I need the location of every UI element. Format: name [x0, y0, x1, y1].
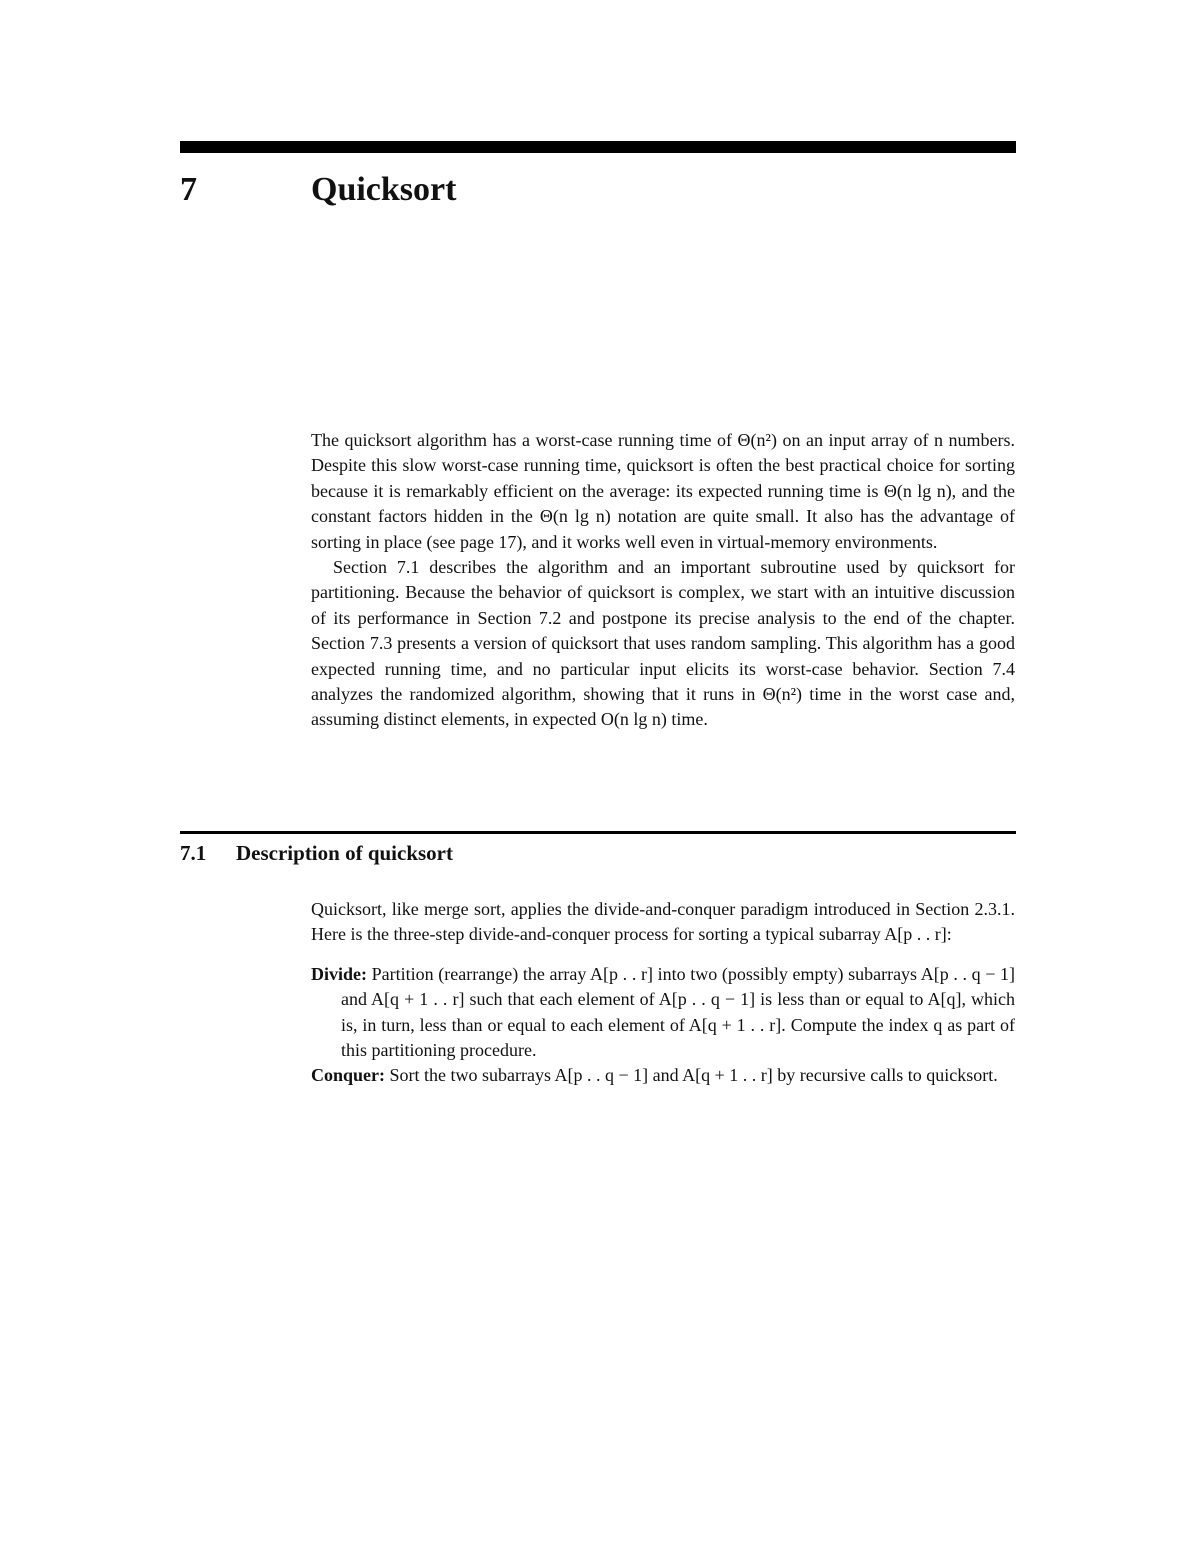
step-conquer	[311, 1063, 1015, 1088]
section-title: Description of quicksort	[236, 841, 453, 865]
step-list	[311, 962, 1015, 1089]
chapter-number: 7	[180, 171, 197, 208]
section-rule	[180, 831, 1016, 834]
step-text: Sort the two subarrays A[p . . q − 1] and A[q + 1 . . r] by recursive calls to quicksort.	[389, 1065, 998, 1086]
section-body	[311, 897, 1015, 1089]
section-number: 7.1	[180, 841, 207, 865]
chapter-title: Quicksort	[311, 171, 457, 208]
step-label: Divide:	[311, 963, 367, 984]
chapter-top-rule	[180, 141, 1016, 153]
chapter-introduction	[311, 428, 1015, 733]
section-paragraph: Quicksort, like merge sort, applies the divide-and-conquer paradigm introduced in Section 2.3.1. Here is the three-step divide-and-conquer process for sorting a typical subarray A[p . . r]:	[311, 899, 1015, 945]
step-text: Partition (rearrange) the array A[p . . r] into two (possibly empty) subarrays A[p . . q − 1] and A[q + 1 . . r] such that each element of A[p . . q − 1] is less than or equal to A[q], which is, in turn, less than or equal to each element of A[q + 1 . . r]. Compute the index q as part of this partitioning procedure.	[341, 963, 1015, 1061]
step-divide	[311, 962, 1015, 1064]
intro-paragraph-1: The quicksort algorithm has a worst-case running time of Θ(n²) on an input array of n numbers. Despite this slow worst-case running time, quicksort is often the best practical choice for sorting because it is remarkably efficient on the average: its expected running time is Θ(n lg n), and the constant factors hidden in the Θ(n lg n) notation are quite small. It also has the advantage of sorting in place (see page 17), and it works well even in virtual-memory environments.	[311, 430, 1015, 552]
intro-paragraph-2: Section 7.1 describes the algorithm and an important subroutine used by quicksort for partitioning. Because the behavior of quicksort is complex, we start with an intuitive discussion of its performance in Section 7.2 and postpone its precise analysis to the end of the chapter. Section 7.3 presents a version of quicksort that uses random sampling. This algorithm has a good expected running time, and no particular input elicits its worst-case behavior. Section 7.4 analyzes the randomized algorithm, showing that it runs in Θ(n²) time in the worst case and, assuming distinct elements, in expected O(n lg n) time.	[311, 557, 1015, 730]
step-label: Conquer:	[311, 1065, 386, 1086]
